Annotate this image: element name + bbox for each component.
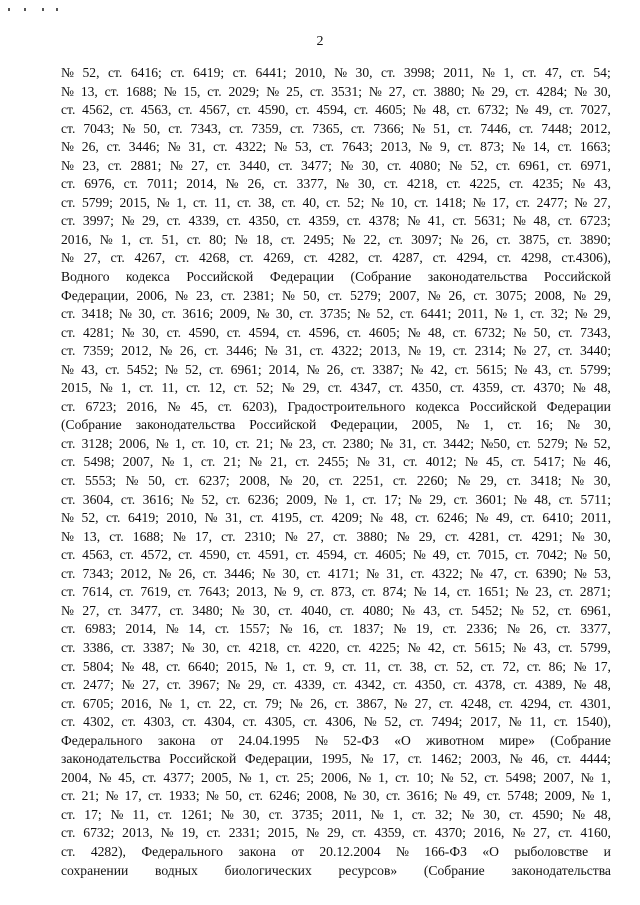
text-line: ст. 6705; 2016, № 1, ст. 22, ст. 79; № 26, ст. 3867, № 27, ст. 4248, ст. 4294, ст. 4301, bbox=[61, 695, 611, 711]
text-line: ст. 4282), Федерального закона от 20.12.2004 № 166-ФЗ «О рыболовстве и bbox=[61, 843, 611, 859]
text-line: ст. 7043; № 50, ст. 7343, ст. 7359, ст. 7365, ст. 7366; № 51, ст. 7446, ст. 7448; 2012, bbox=[61, 120, 611, 136]
text-line: ст. 5799; 2015, № 1, ст. 11, ст. 38, ст. 40, ст. 52; № 10, ст. 1418; № 17, ст. 2477; № 27, bbox=[61, 194, 611, 210]
text-line: ст. 2477; № 27, ст. 3967; № 29, ст. 4339, ст. 4342, ст. 4350, ст. 4378, ст. 4389, № 48, bbox=[61, 677, 611, 693]
text-line: 2004, № 45, ст. 4377; 2005, № 1, ст. 25; 2006, № 1, ст. 10; № 52, ст. 5498; 2007, № 1, bbox=[61, 769, 611, 785]
scan-artifacts bbox=[2, 8, 62, 18]
text-line: 2016, № 1, ст. 51, ст. 80; № 18, ст. 2495; № 22, ст. 3097; № 26, ст. 3875, ст. 3890; bbox=[61, 231, 611, 247]
scan-dot bbox=[42, 8, 44, 11]
text-line: ст. 3604, ст. 3616; № 52, ст. 6236; 2009, № 1, ст. 17; № 29, ст. 3601; № 48, ст. 5711; bbox=[61, 491, 611, 507]
text-line: ст. 17; № 11, ст. 1261; № 30, ст. 3735; 2011, № 1, ст. 32; № 30, ст. 4590; № 48, bbox=[61, 806, 611, 822]
text-line: ст. 4563, ст. 4572, ст. 4590, ст. 4591, ст. 4594, ст. 4605; № 49, ст. 7015, ст. 7042; № 50, bbox=[61, 547, 611, 563]
text-line: ст. 5553; № 50, ст. 6237; 2008, № 20, ст. 2251, ст. 2260; № 29, ст. 3418; № 30, bbox=[61, 473, 611, 489]
document-body-text bbox=[61, 64, 611, 880]
text-line: ст. 21; № 17, ст. 1933; № 50, ст. 6246; 2008, № 30, ст. 3616; № 49, ст. 5748; 2009, № 1, bbox=[61, 788, 611, 804]
text-line: ст. 4302, ст. 4303, ст. 4304, ст. 4305, ст. 4306, № 52, ст. 7494; 2017, № 11, ст. 1540), bbox=[61, 714, 611, 730]
text-line: № 13, ст. 1688; № 15, ст. 2029; № 25, ст. 3531; № 27, ст. 3880; № 29, ст. 4284; № 30, bbox=[61, 83, 611, 99]
scan-dot bbox=[8, 8, 10, 11]
text-line: ст. 4562, ст. 4563, ст. 4567, ст. 4590, ст. 4594, ст. 4605; № 48, ст. 6732; № 49, ст. 7027, bbox=[61, 102, 611, 118]
text-line: № 27, ст. 4267, ст. 4268, ст. 4269, ст. 4282, ст. 4287, ст. 4294, ст. 4298, ст.4306), bbox=[61, 250, 611, 266]
text-line: сохранении водных биологических ресурсов» (Собрание законодательства bbox=[61, 862, 611, 878]
text-line: ст. 7343; 2012, № 26, ст. 3446; № 30, ст. 4171; № 31, ст. 4322; № 47, ст. 6390; № 53, bbox=[61, 565, 611, 581]
text-line: № 13, ст. 1688; № 17, ст. 2310; № 27, ст. 3880; № 29, ст. 4281, ст. 4291; № 30, bbox=[61, 528, 611, 544]
text-line: ст. 3128; 2006, № 1, ст. 10, ст. 21; № 23, ст. 2380; № 31, ст. 3442; №50, ст. 5279; № 52, bbox=[61, 435, 611, 451]
page-number: 2 bbox=[316, 34, 324, 49]
text-line: № 27, ст. 3477, ст. 3480; № 30, ст. 4040, ст. 4080; № 43, ст. 5452; № 52, ст. 6961, bbox=[61, 602, 611, 618]
scan-dot bbox=[56, 8, 58, 11]
text-line: ст. 3386, ст. 3387; № 30, ст. 4218, ст. 4220, ст. 4225; № 42, ст. 5615; № 43, ст. 5799, bbox=[61, 639, 611, 655]
text-line: № 26, ст. 3446; № 31, ст. 4322; № 53, ст. 7643; 2013, № 9, ст. 873; № 14, ст. 1663; bbox=[61, 139, 611, 155]
text-line: № 52, ст. 6419; 2010, № 31, ст. 4195, ст. 4209; № 48, ст. 6246; № 49, ст. 6410; 2011, bbox=[61, 510, 611, 526]
text-line: ст. 5804; № 48, ст. 6640; 2015, № 1, ст. 9, ст. 11, ст. 38, ст. 52, ст. 72, ст. 86; № 17, bbox=[61, 658, 611, 674]
text-line: ст. 3997; № 29, ст. 4339, ст. 4350, ст. 4359, ст. 4378; № 41, ст. 5631; № 48, ст. 6723; bbox=[61, 213, 611, 229]
text-line: № 52, ст. 6416; ст. 6419; ст. 6441; 2010, № 30, ст. 3998; 2011, № 1, ст. 47, ст. 54; bbox=[61, 65, 611, 80]
text-line: ст. 3418; № 30, ст. 3616; 2009, № 30, ст. 3735; № 52, ст. 6441; 2011, № 1, ст. 32; № 29, bbox=[61, 306, 611, 322]
text-line: Федерации, 2006, № 23, ст. 2381; № 50, ст. 5279; 2007, № 26, ст. 3075; 2008, № 29, bbox=[61, 287, 611, 303]
text-line: ст. 7359; 2012, № 26, ст. 3446; № 31, ст. 4322; 2013, № 19, ст. 2314; № 27, ст. 3440; bbox=[61, 343, 611, 359]
text-line: ст. 4281; № 30, ст. 4590, ст. 4594, ст. 4596, ст. 4605; № 48, ст. 6732; № 50, ст. 7343, bbox=[61, 324, 611, 340]
text-line: Федерального закона от 24.04.1995 № 52-ФЗ «О животном мире» (Собрание bbox=[61, 732, 611, 748]
text-line: ст. 5498; 2007, № 1, ст. 21; № 21, ст. 2455; № 31, ст. 4012; № 45, ст. 5417; № 46, bbox=[61, 454, 611, 470]
text-line: ст. 6723; 2016, № 45, ст. 6203), Градостроительного кодекса Российской Федерации bbox=[61, 398, 611, 414]
text-line: ст. 6983; 2014, № 14, ст. 1557; № 16, ст. 1837; № 19, ст. 2336; № 26, ст. 3377, bbox=[61, 621, 611, 637]
text-line: Водного кодекса Российской Федерации (Собрание законодательства Российской bbox=[61, 269, 611, 285]
text-line: № 43, ст. 5452; № 52, ст. 6961; 2014, № 26, ст. 3387; № 42, ст. 5615; № 43, ст. 5799; bbox=[61, 361, 611, 377]
scan-dot bbox=[24, 8, 26, 11]
text-line: 2015, № 1, ст. 11, ст. 12, ст. 52; № 29, ст. 4347, ст. 4350, ст. 4359, ст. 4370; № 48, bbox=[61, 380, 611, 396]
text-line: законодательства Российской Федерации, 1995, № 17, ст. 1462; 2003, № 46, ст. 4444; bbox=[61, 751, 611, 767]
text-line: ст. 7614, ст. 7619, ст. 7643; 2013, № 9, ст. 873, ст. 874; № 14, ст. 1651; № 23, ст. 2871; bbox=[61, 584, 611, 600]
text-line: ст. 6976, ст. 7011; 2014, № 26, ст. 3377, № 30, ст. 4218, ст. 4225, ст. 4235; № 43, bbox=[61, 176, 611, 192]
text-line: ст. 6732; 2013, № 19, ст. 2331; 2015, № 29, ст. 4359, ст. 4370; 2016, № 27, ст. 4160, bbox=[61, 825, 611, 841]
text-line: № 23, ст. 2881; № 27, ст. 3440, ст. 3477; № 30, ст. 4080; № 52, ст. 6961, ст. 6971, bbox=[61, 157, 611, 173]
text-line: (Собрание законодательства Российской Федерации, 2005, № 1, ст. 16; № 30, bbox=[61, 417, 611, 433]
